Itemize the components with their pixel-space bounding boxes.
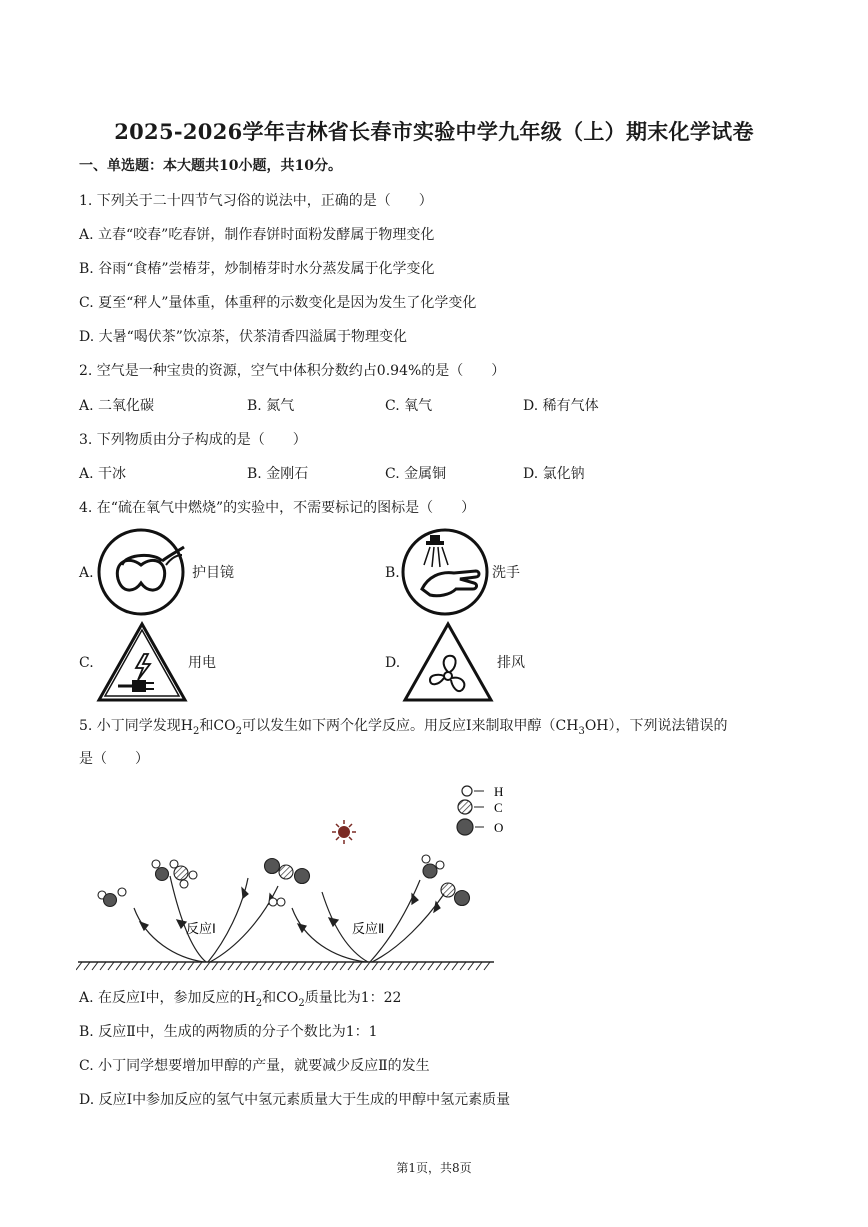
q4-option-d-label: 排风 — [497, 655, 525, 671]
q3-option-b: B. 金刚石 — [247, 466, 309, 482]
q3-option-a: A. 干冰 — [79, 466, 127, 482]
legend-oxygen — [457, 819, 503, 835]
ventilation-icon — [402, 620, 494, 708]
q5-option-c: C. 小丁同学想要增加甲醇的产量，就要减少反应Ⅱ的发生 — [79, 1058, 430, 1074]
q5-stem-cont: 是（ ） — [79, 751, 149, 767]
q1-stem: 1. 下列关于二十四节气习俗的说法中，正确的是（ ） — [79, 193, 433, 209]
electricity-icon — [96, 620, 188, 708]
molecule-co — [441, 883, 470, 906]
q1-option-b: B. 谷雨“食椿”尝椿芽，炒制椿芽时水分蒸发属于化学变化 — [79, 261, 435, 277]
q5-option-a: A. 在反应Ⅰ中，参加反应的$H_2$和$CO_2$质量比为1：22 — [79, 990, 402, 1009]
q3-stem: 3. 下列物质由分子构成的是（ ） — [79, 432, 307, 448]
exam-title: 2025-2026学年吉林省长春市实验中学九年级（上）期末化学试卷 — [114, 119, 754, 144]
molecule-h2-1 — [269, 898, 285, 906]
q2-option-d: D. 稀有气体 — [523, 398, 599, 414]
q3-option-c: C. 金属铜 — [385, 466, 447, 482]
legend-hydrogen — [462, 784, 503, 799]
reaction-1-arrows — [134, 876, 278, 962]
ground — [76, 962, 494, 970]
q1-option-d: D. 大暑“喝伏茶”饮凉茶，伏茶清香四溢属于物理变化 — [79, 329, 407, 345]
svg-text:H: H — [494, 784, 504, 799]
q2-stem: 2. 空气是一种宝贵的资源，空气中体积分数约占0.94%的是（ ） — [79, 363, 506, 379]
q5-stem: 5. 小丁同学发现$H_2$和$CO_2$可以发生如下两个化学反应。用反应Ⅰ来制取甲醇$(CH_3OH)$，下列说法错误的 — [79, 718, 728, 737]
reaction-diagram — [76, 780, 506, 979]
q4-option-c-label: 用电 — [188, 655, 216, 671]
svg-text:O: O — [494, 820, 504, 835]
q4-option-c-letter: C. — [79, 655, 94, 671]
q4-option-a-letter: A. — [79, 565, 94, 581]
reaction-2-label: 反应Ⅱ — [352, 921, 385, 936]
q4-option-b-label: 洗手 — [492, 565, 520, 581]
sun-icon — [332, 820, 356, 844]
q2-option-c: C. 氧气 — [385, 398, 433, 414]
svg-text:C: C — [494, 800, 503, 815]
q4-option-a-label: 护目镜 — [192, 565, 234, 581]
q1-option-c: C. 夏至“秤人”量体重，体重秤的示数变化是因为发生了化学变化 — [79, 295, 477, 311]
q5-option-b: B. 反应Ⅱ中，生成的两物质的分子个数比为1：1 — [79, 1024, 378, 1040]
goggles-icon — [96, 527, 186, 621]
q1-option-a: A. 立春“咬春”吃春饼，制作春饼时面粉发酵属于物理变化 — [79, 227, 435, 243]
q5-option-d: D. 反应Ⅰ中参加反应的氢气中氢元素质量大于生成的甲醇中氢元素质量 — [79, 1092, 511, 1108]
molecule-ch3oh — [152, 860, 197, 888]
molecule-methanol — [98, 888, 126, 907]
legend-carbon — [458, 800, 503, 815]
q2-option-a: A. 二氧化碳 — [79, 398, 155, 414]
q4-option-d-letter: D. — [385, 655, 401, 671]
q4-stem: 4. 在“硫在氧气中燃烧”的实验中，不需要标记的图标是（ ） — [79, 500, 476, 516]
molecule-co2-1 — [265, 859, 310, 884]
page-footer: 第1页，共8页 — [396, 1161, 472, 1175]
q4-option-b-letter: B. — [385, 565, 400, 581]
hand-wash-icon — [400, 527, 490, 621]
q2-option-b: B. 氮气 — [247, 398, 295, 414]
section-heading: 一、单选题：本大题共10小题，共10分。 — [79, 158, 342, 174]
q3-option-d: D. 氯化钠 — [523, 466, 585, 482]
molecule-h2o — [422, 855, 444, 878]
reaction-1-label: 反应Ⅰ — [186, 921, 216, 936]
